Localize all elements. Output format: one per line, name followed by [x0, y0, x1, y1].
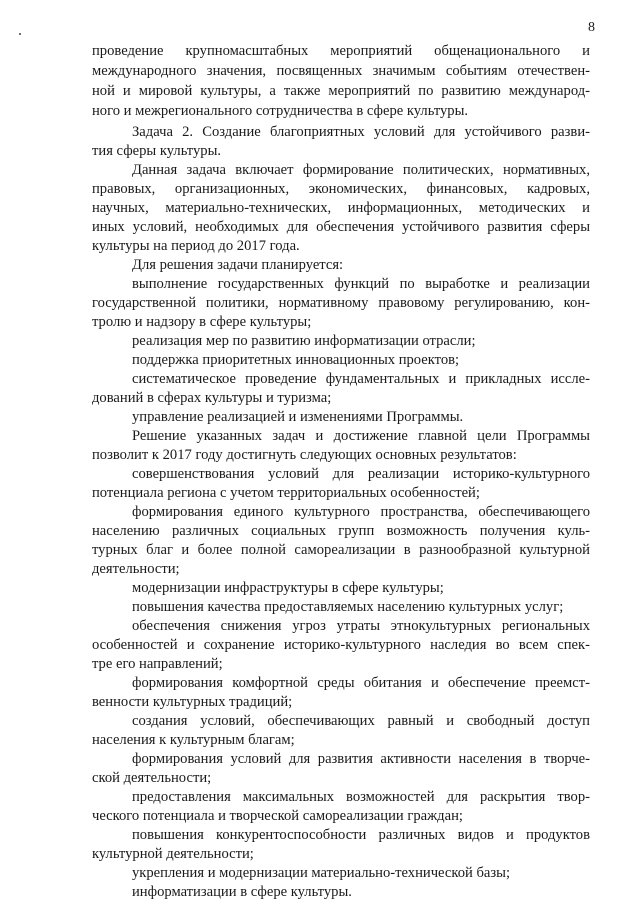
text-line: тия сферы культуры. — [92, 143, 222, 159]
text-line: особенностей и сохранение историко-культурного наследия во всем спек- — [92, 637, 590, 653]
text-line: тре его направлений; — [92, 656, 223, 672]
text-line: турных благ и более полной самореализации в разнообразной культурной — [92, 542, 590, 558]
text-line: культурной деятельности; — [92, 846, 254, 862]
list-item: совершенствования условий для реализации историко-культурного — [132, 466, 590, 482]
text-line: международного значения, посвященных значимым событиям отечествен- — [92, 63, 590, 79]
text-line: венности культурных традиций; — [92, 694, 293, 710]
list-item: формирования единого культурного пространства, обеспечивающего — [132, 504, 590, 520]
text-line: ческого потенциала и творческой самореализации граждан; — [92, 808, 463, 824]
text-line: потенциала региона с учетом территориальных особенностей; — [92, 485, 480, 501]
text-line: правовых, организационных, экономических, финансовых, кадровых, — [92, 181, 590, 197]
text-line: культуры на период до 2017 года. — [92, 238, 300, 254]
list-item: повышения конкурентоспособности различных видов и продуктов — [132, 827, 590, 843]
text-line: иных условий, необходимых для обеспечения устойчивого развития сферы — [92, 219, 590, 235]
text-line: населению различных социальных групп возможность получения куль- — [92, 523, 590, 539]
list-item: реализация мер по развитию информатизации отрасли; — [132, 333, 476, 349]
text-line: Решение указанных задач и достижение главной цели Программы — [132, 428, 590, 444]
list-item: предоставления максимальных возможностей для раскрытия твор- — [132, 789, 590, 805]
text-line: государственной политики, нормативному правовому регулированию, кон- — [92, 295, 590, 311]
text-line: Для решения задачи планируется: — [132, 257, 344, 273]
list-item: систематическое проведение фундаментальных и прикладных иссле- — [132, 371, 590, 387]
list-item: выполнение государственных функций по выработке и реализации — [132, 276, 590, 292]
list-item: модернизации инфраструктуры в сфере культуры; — [132, 580, 444, 596]
list-item: повышения качества предоставляемых населению культурных услуг; — [132, 599, 564, 615]
list-item: создания условий, обеспечивающих равный и свободный доступ — [132, 713, 590, 729]
list-item: обеспечения снижения угроз утраты этнокультурных региональных — [132, 618, 590, 634]
text-line: позволит к 2017 году достигнуть следующих основных результатов: — [92, 447, 517, 463]
page-number: 8 — [588, 20, 595, 35]
list-item: формирования условий для развития активности населения в творче- — [132, 751, 590, 767]
text-line: дований в сферах культуры и туризма; — [92, 390, 332, 406]
task-heading: Задача 2. Создание благоприятных условий для устойчивого разви- — [132, 124, 590, 140]
text-line: научных, материально-технических, информационных, методических и — [92, 200, 590, 216]
list-item: укрепления и модернизации материально-технической базы; — [132, 865, 510, 881]
text-line: ного и межрегионального сотрудничества в сфере культуры. — [92, 103, 469, 119]
text-line: Данная задача включает формирование политических, нормативных, — [132, 162, 590, 178]
text-line: ской деятельности; — [92, 770, 212, 786]
list-item: формирования комфортной среды обитания и обеспечение преемст- — [132, 675, 590, 691]
list-item: поддержка приоритетных инновационных проектов; — [132, 352, 460, 368]
text-line: населения к культурным благам; — [92, 732, 295, 748]
text-line: деятельности; — [92, 561, 180, 577]
text-line: проведение крупномасштабных мероприятий общенационального и — [92, 43, 590, 59]
list-item: информатизации в сфере культуры. — [132, 884, 352, 900]
scan-speck — [19, 33, 21, 35]
text-line: тролю и надзору в сфере культуры; — [92, 314, 312, 330]
list-item: управление реализацией и изменениями Программы. — [132, 409, 464, 425]
text-line: ной и мировой культуры, а также мероприятий по развитию международ- — [92, 83, 590, 99]
